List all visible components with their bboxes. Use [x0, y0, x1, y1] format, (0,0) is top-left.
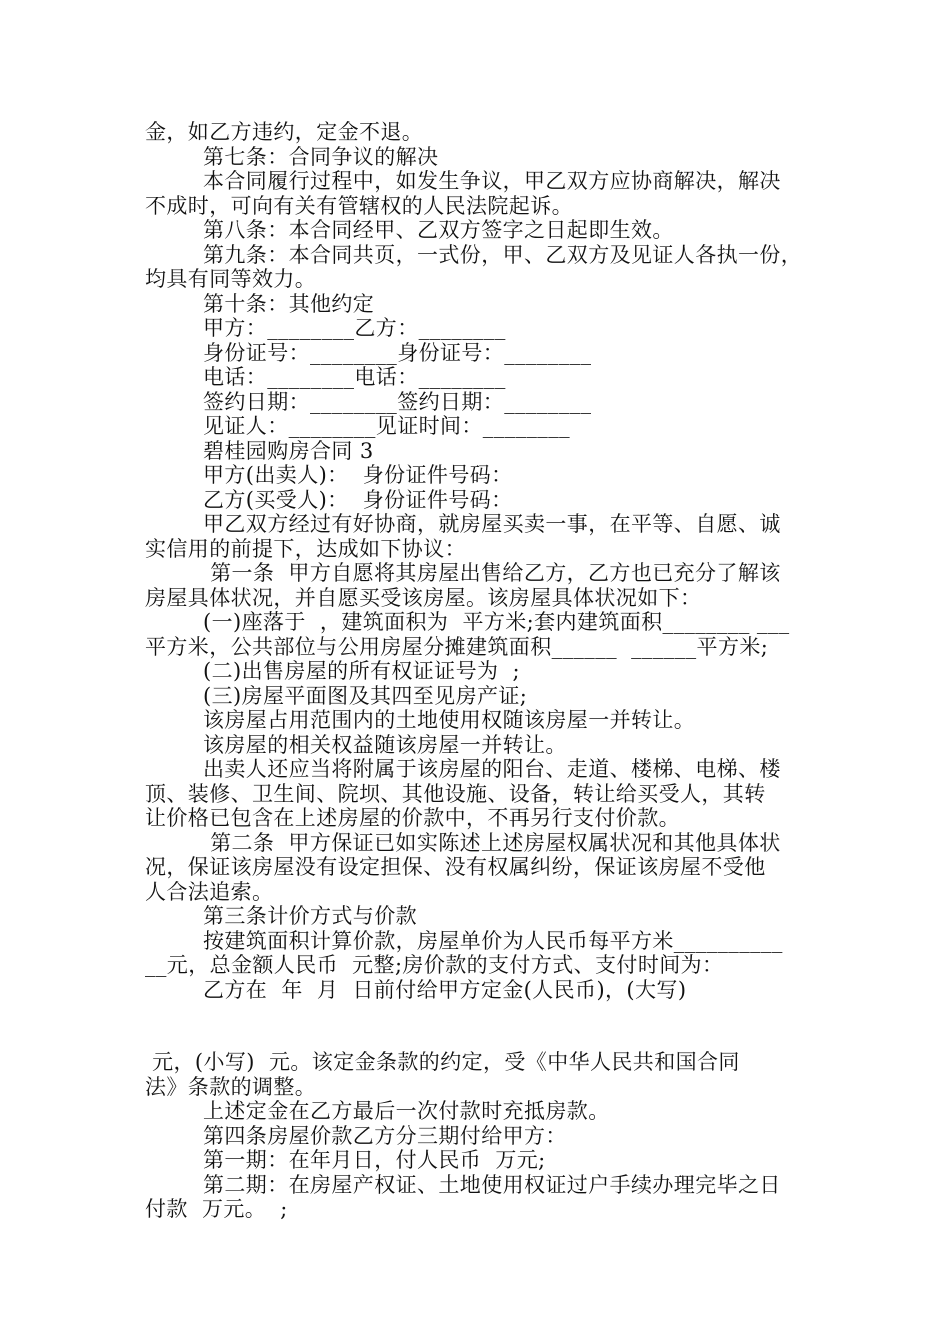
text-line: 该房屋的相关权益随该房屋一并转让。 — [203, 732, 567, 757]
text-line: 付款 万元。 ; — [145, 1197, 288, 1221]
text-line: (二)出售房屋的所有权证证号为 ; — [203, 659, 521, 683]
text-line: 平方米，公共部位与公用房屋分摊建筑面积______ ______平方米; — [145, 634, 769, 659]
text-line: 第十条：其他约定 — [203, 291, 375, 316]
text-line: 乙方在 年 月 日前付给甲方定金(人民币)，(大写) — [203, 977, 687, 1002]
text-line: 法》条款的调整。 — [145, 1074, 317, 1099]
text-line: 第二期：在房屋产权证、土地使用权证过户手续办理完毕之日 — [203, 1172, 781, 1197]
text-line: 甲乙双方经过有好协商，就房屋买卖一事，在平等、自愿、诚 — [203, 512, 781, 536]
text-line: 第一期：在年月日，付人民币 万元; — [203, 1148, 546, 1172]
text-line: 元，(小写) 元。该定金条款的约定，受《中华人民共和国合同 — [145, 1050, 740, 1074]
text-line: 让价格已包含在上述房屋的价款中，不再另行支付价款。 — [145, 806, 680, 830]
text-line: 金，如乙方违约，定金不退。 — [145, 120, 424, 144]
text-line: 甲方(出卖人)： 身份证件号码： — [203, 463, 513, 487]
text-line: 况，保证该房屋没有设定担保、没有权属纠纷，保证该房屋不受他 — [145, 855, 766, 879]
text-line: 碧桂园购房合同 3 — [203, 438, 374, 463]
text-line: 见证人：________见证时间：________ — [203, 414, 570, 438]
text-line: (一)座落于 ，建筑面积为 平方米;套内建筑面积________ ___ — [203, 610, 790, 634]
text-line: 顶、装修、卫生间、院坝、其他设施、设备，转让给买受人，其转 — [145, 781, 766, 806]
text-line: 房屋具体状况，并自愿买受该房屋。该房屋具体状况如下： — [145, 585, 702, 610]
blank-line — [145, 1002, 810, 1050]
text-line: 出卖人还应当将附属于该房屋的阳台、走道、楼梯、电梯、楼 — [203, 757, 781, 781]
text-line: 甲方：________乙方：________ — [203, 316, 506, 340]
text-line: 第七条：合同争议的解决 — [203, 144, 439, 169]
text-line: 签约日期：________签约日期：________ — [203, 389, 592, 414]
text-line: (三)房屋平面图及其四至见房产证; — [203, 683, 528, 708]
text-line: 身份证号：________身份证号：________ — [203, 340, 592, 365]
text-line: __元，总金额人民币 元整;房价款的支付方式、支付时间为： — [145, 953, 724, 977]
text-line: 电话：________电话：________ — [203, 365, 506, 389]
text-line: 实信用的前提下，达成如下协议： — [145, 536, 466, 561]
text-line: 上述定金在乙方最后一次付款时充抵房款。 — [203, 1099, 610, 1123]
text-line: 第一条 甲方自愿将其房屋出售给乙方，乙方也已充分了解该 — [203, 561, 781, 585]
text-line: 第八条：本合同经甲、乙双方签字之日起即生效。 — [203, 218, 674, 242]
text-line: 第九条：本合同共页，一式份，甲、乙双方及见证人各执一份， — [203, 242, 803, 267]
text-line: 人合法追索。 — [145, 879, 274, 904]
text-line: 第四条房屋价款乙方分三期付给甲方： — [203, 1123, 567, 1148]
text-line: 本合同履行过程中，如发生争议，甲乙双方应协商解决，解决 — [203, 169, 781, 193]
document-body — [145, 120, 810, 1222]
text-line: 第二条 甲方保证已如实陈述上述房屋权属状况和其他具体状 — [203, 830, 781, 855]
text-line: 该房屋占用范围内的土地使用权随该房屋一并转让。 — [203, 708, 696, 732]
text-line: 按建筑面积计算价款，房屋单价为人民币每平方米__________ — [203, 928, 783, 953]
text-line: 均具有同等效力。 — [145, 267, 317, 291]
text-line: 不成时，可向有关有管辖权的人民法院起诉。 — [145, 193, 573, 218]
text-line: 乙方(买受人)： 身份证件号码： — [203, 487, 513, 512]
text-line: 第三条计价方式与价款 — [203, 904, 417, 928]
